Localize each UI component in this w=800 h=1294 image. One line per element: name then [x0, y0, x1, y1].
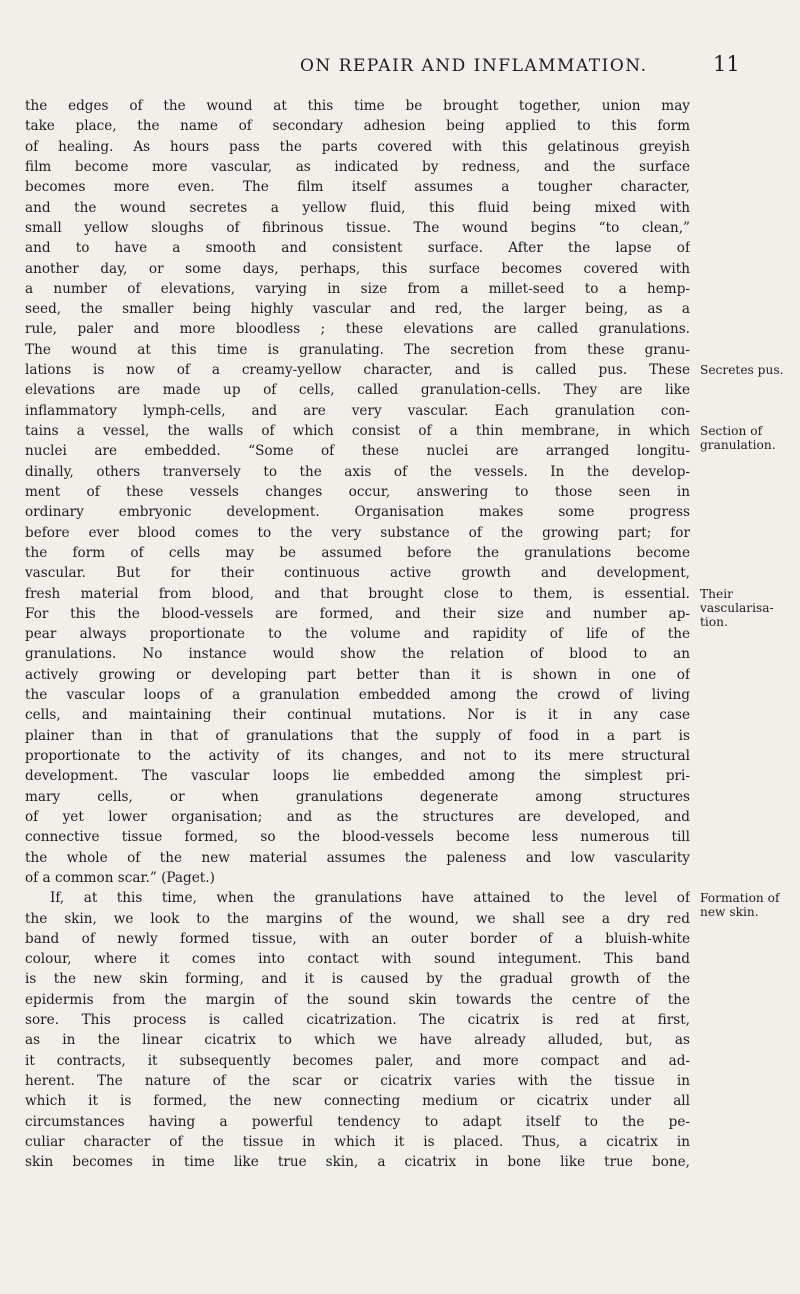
- text-line: another day, or some days, perhaps, this surface becomes covered with: [25, 260, 690, 277]
- text-line: colour, where it comes into contact with sound integument. This band: [25, 951, 690, 968]
- margin-note-line: new skin.: [700, 905, 759, 920]
- margin-note: [700, 363, 783, 377]
- text-line: and to have a smooth and consistent surface. After the lapse of: [25, 240, 690, 257]
- text-line: The wound at this time is granulating. The secretion from these granu-: [25, 341, 690, 358]
- margin-note-line: Formation of: [700, 891, 780, 906]
- text-line: the vascular loops of a granulation embedded among the crowd of living: [25, 687, 690, 704]
- text-line: mary cells, or when granulations degenerate among structures: [25, 788, 690, 805]
- text-line: If, at this time, when the granulations have attained to the level of: [50, 890, 690, 907]
- body-text: [25, 96, 690, 1173]
- text-line: pear always proportionate to the volume and rapidity of life of the: [25, 626, 690, 643]
- text-line: For this the blood-vessels are formed, and their size and number ap-: [25, 605, 690, 622]
- text-line: band of newly formed tissue, with an outer border of a bluish-white: [25, 930, 690, 947]
- text-line: and the wound secretes a yellow fluid, this fluid being mixed with: [25, 199, 690, 216]
- page-number: 11: [713, 52, 740, 76]
- text-line: inflammatory lymph-cells, and are very vascular. Each granulation con-: [25, 402, 690, 419]
- margin-note: [700, 587, 774, 629]
- text-line: is the new skin forming, and it is caused by the gradual growth of the: [25, 971, 690, 988]
- margin-note-line: granulation.: [700, 438, 776, 453]
- text-line: dinally, others tranversely to the axis of the vessels. In the develop-: [25, 463, 690, 480]
- text-line: skin becomes in time like true skin, a cicatrix in bone like true bone,: [25, 1154, 690, 1171]
- text-line: cells, and maintaining their continual mutations. Nor is it in any case: [25, 707, 690, 724]
- text-line: the whole of the new material assumes the paleness and low vascularity: [25, 849, 690, 866]
- text-line: circumstances having a powerful tendency to adapt itself to the pe-: [25, 1113, 690, 1130]
- page-header: [0, 52, 800, 82]
- text-line: the edges of the wound at this time be brought together, union may: [25, 98, 690, 114]
- text-line: plainer than in that of granulations that the supply of food in a part is: [25, 727, 690, 744]
- text-line: before ever blood comes to the very substance of the growing part; for: [25, 524, 690, 541]
- text-line: the skin, we look to the margins of the wound, we shall see a dry red: [25, 910, 690, 927]
- text-line: of healing. As hours pass the parts covered with this gelatinous greyish: [25, 138, 690, 155]
- text-line: proportionate to the activity of its changes, and not to its mere structural: [25, 748, 690, 764]
- text-line: small yellow sloughs of fibrinous tissue. The wound begins “to clean,”: [25, 219, 690, 236]
- text-line: herent. The nature of the scar or cicatrix varies with the tissue in: [25, 1073, 690, 1089]
- text-line: elevations are made up of cells, called granulation-cells. They are like: [25, 382, 690, 399]
- text-line: tains a vessel, the walls of which consist of a thin membrane, in which: [25, 423, 690, 439]
- text-line: lations is now of a creamy-yellow character, and is called pus. These: [25, 362, 690, 379]
- text-line: fresh material from blood, and that brought close to them, is essential.: [25, 585, 690, 602]
- text-line: a number of elevations, varying in size from a millet-seed to a hemp-: [25, 280, 690, 297]
- margin-note: [700, 891, 779, 919]
- text-line: take place, the name of secondary adhesion being applied to this form: [25, 118, 690, 135]
- running-head: ON REPAIR AND INFLAMMATION.: [300, 56, 648, 76]
- text-line: film become more vascular, as indicated by redness, and the surface: [25, 158, 690, 175]
- text-line: development. The vascular loops lie embedded among the simplest pri-: [25, 768, 690, 785]
- text-line: as in the linear cicatrix to which we have already alluded, but, as: [25, 1032, 690, 1049]
- text-line: seed, the smaller being highly vascular and red, the larger being, as a: [25, 301, 690, 318]
- text-line: becomes more even. The film itself assumes a tougher character,: [25, 179, 690, 196]
- text-line: ordinary embryonic development. Organisation makes some progress: [25, 504, 690, 521]
- margin-note-line: vascularisa-: [700, 600, 774, 615]
- text-line: of a common scar.” (Paget.): [25, 869, 215, 886]
- margin-note-line: Section of: [700, 424, 763, 439]
- margin-note-line: Secretes pus.: [700, 363, 784, 378]
- text-line: actively growing or developing part better than it is shown in one of: [25, 666, 690, 683]
- text-line: granulations. No instance would show the relation of blood to an: [25, 646, 690, 663]
- text-line: nuclei are embedded. “Some of these nuclei are arranged longitu-: [25, 443, 690, 460]
- text-line: rule, paler and more bloodless ; these elevations are called granulations.: [25, 321, 690, 338]
- text-line: culiar character of the tissue in which it is placed. Thus, a cicatrix in: [25, 1133, 690, 1150]
- text-line: ment of these vessels changes occur, answering to those seen in: [25, 483, 690, 500]
- text-line: it contracts, it subsequently becomes paler, and more compact and ad-: [25, 1052, 690, 1069]
- text-line: vascular. But for their continuous active growth and development,: [25, 565, 690, 582]
- margin-note-line: tion.: [700, 614, 728, 629]
- text-line: connective tissue formed, so the blood-vessels become less numerous till: [25, 829, 690, 846]
- text-line: which it is formed, the new connecting medium or cicatrix under all: [25, 1093, 690, 1110]
- text-line: sore. This process is called cicatrization. The cicatrix is red at first,: [25, 1012, 690, 1029]
- text-line: of yet lower organisation; and as the structures are developed, and: [25, 808, 690, 825]
- text-line: the form of cells may be assumed before the granulations become: [25, 544, 690, 561]
- margin-note-line: Their: [700, 586, 733, 601]
- margin-note: [700, 424, 776, 452]
- text-line: epidermis from the margin of the sound skin towards the centre of the: [25, 991, 690, 1008]
